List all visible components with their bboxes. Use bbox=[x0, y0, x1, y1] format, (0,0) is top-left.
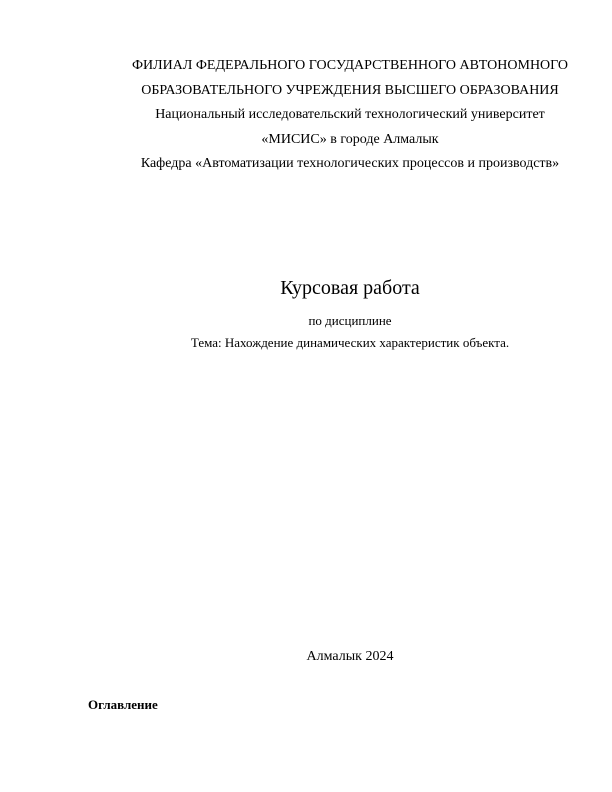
institution-line-1: ФИЛИАЛ ФЕДЕРАЛЬНОГО ГОСУДАРСТВЕННОГО АВТОНОМНОГО bbox=[131, 58, 569, 73]
university-branch: «МИСИС» в городе Алмалык bbox=[261, 132, 439, 147]
work-title: Курсовая работа bbox=[280, 277, 420, 299]
work-discipline: по дисциплине bbox=[308, 313, 392, 328]
city-year: Алмалык 2024 bbox=[306, 649, 394, 664]
toc-heading: Оглавление bbox=[88, 697, 158, 712]
work-topic: Тема: Нахождение динамических характеристик объекта. bbox=[190, 335, 510, 350]
department-name: Кафедра «Автоматизации технологических процессов и производств» bbox=[140, 156, 560, 171]
institution-line-2: ОБРАЗОВАТЕЛЬНОГО УЧРЕЖДЕНИЯ ВЫСШЕГО ОБРАЗОВАНИЯ bbox=[141, 83, 559, 98]
university-name: Национальный исследовательский технологический университет bbox=[155, 107, 545, 122]
